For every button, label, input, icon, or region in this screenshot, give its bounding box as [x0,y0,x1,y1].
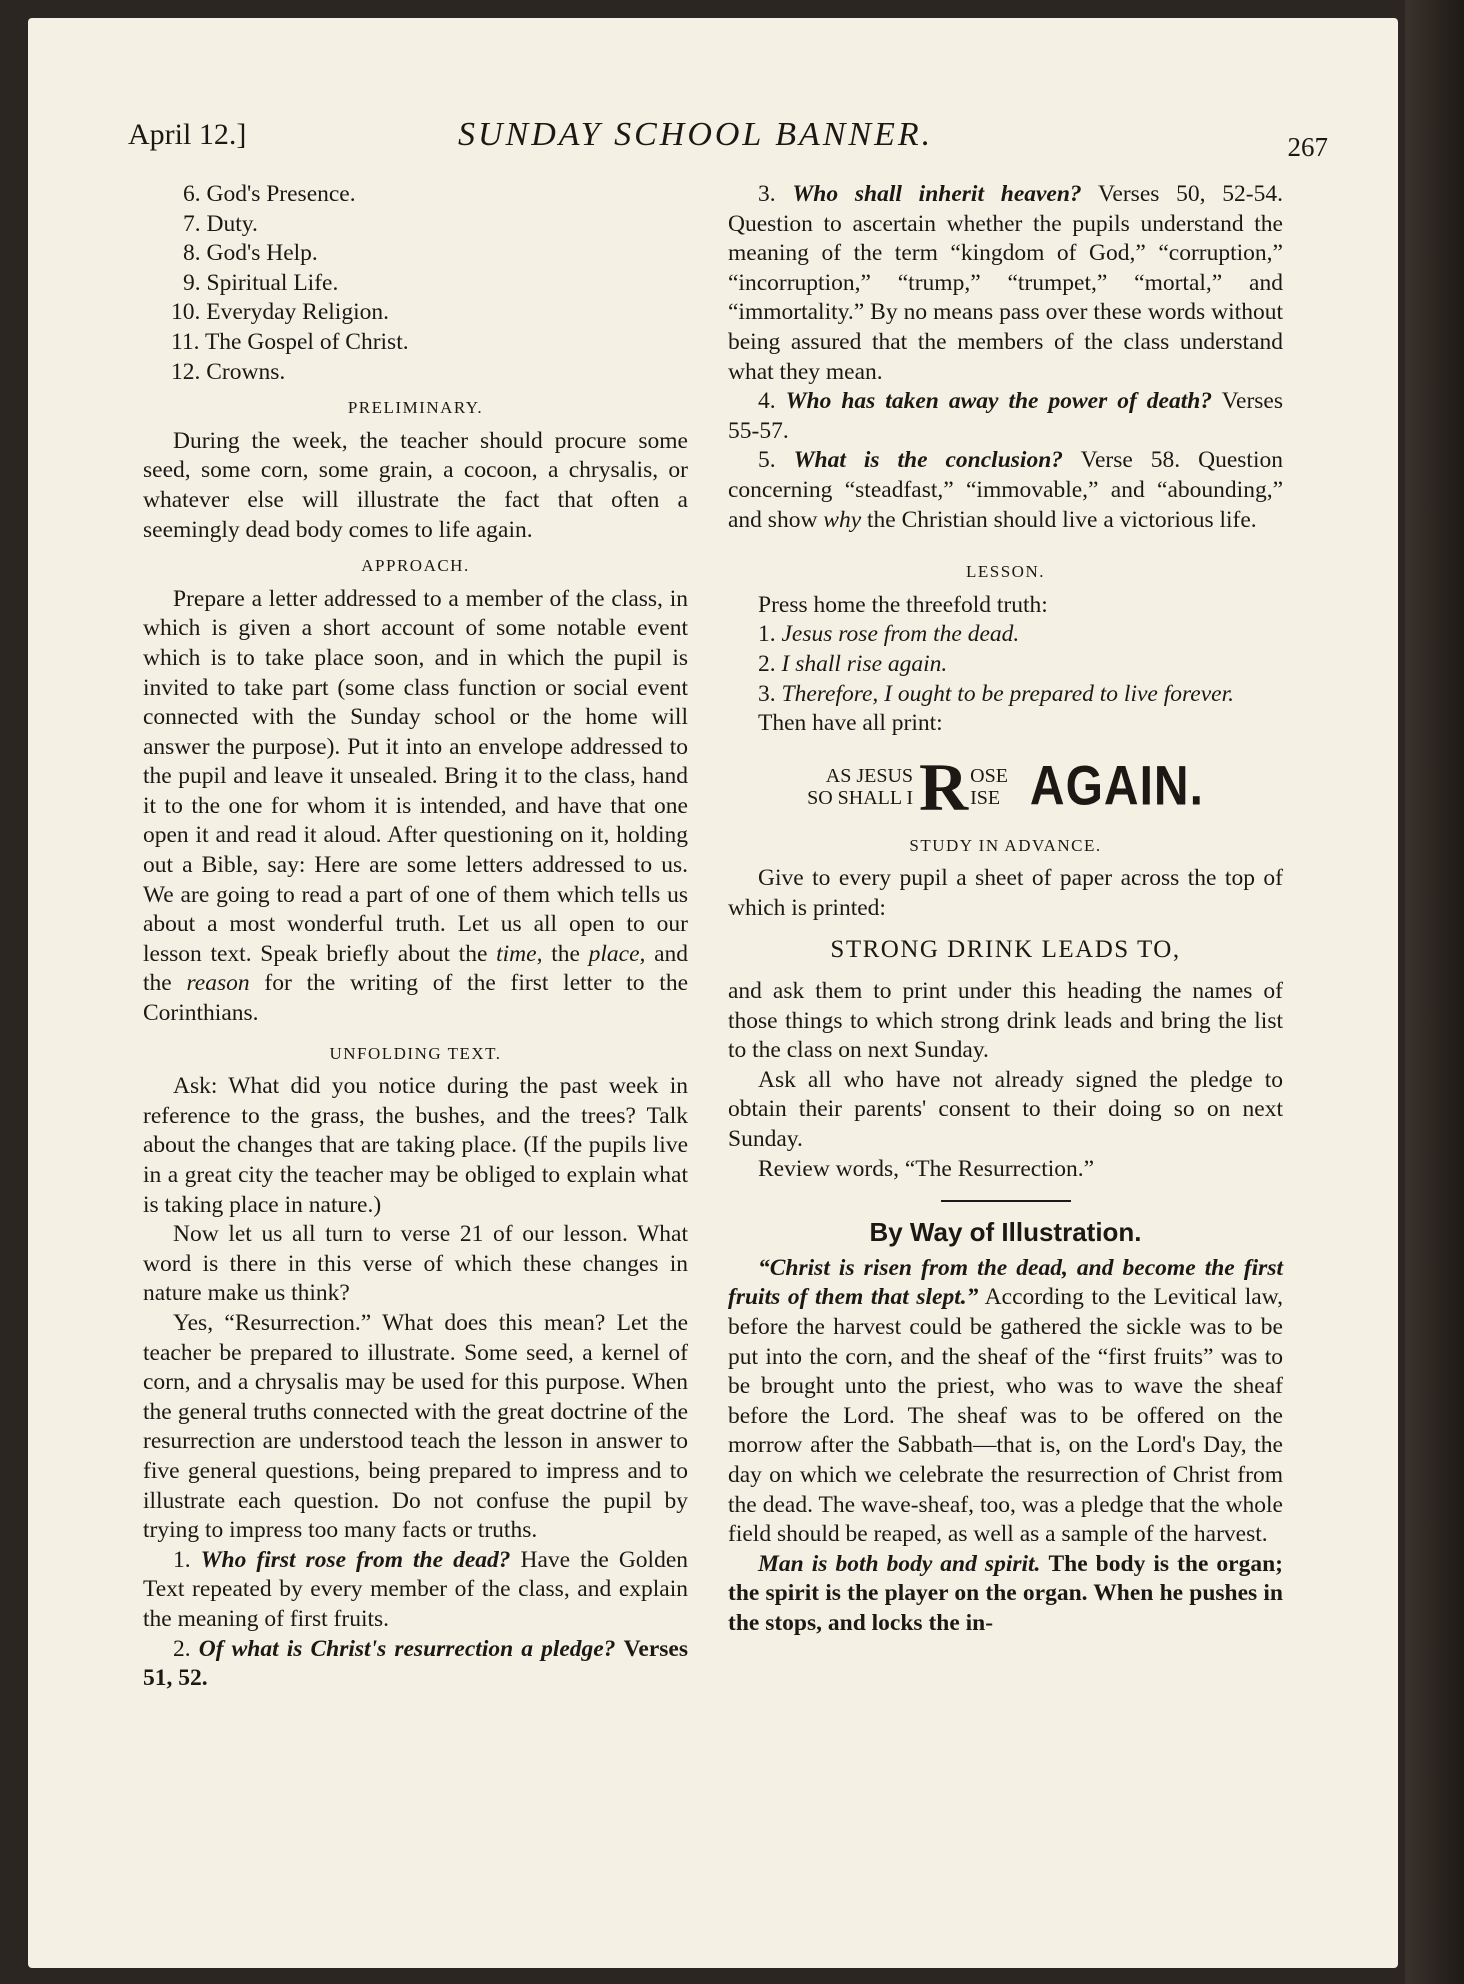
illustration-paragraph-1: “Christ is risen from the dead, and become the first fruits of them that slept.” According to the Levitical law, before the harvest could be gathered the sickle was to be put into the corn, and the sheaf of the “first fruits” was to be brought unto the priest, who was to wave the sheaf before the Lord. The sheaf was to be offered on the morrow after the Sabbath—that is, on the Lord's Day, the day on which we celebrate the resurrection of Christ from the dead. The wave-sheaf, too, was a pledge that the whole field should be reaped, as well as a sample of the harvest. [728,1254,1283,1548]
illustration-heading: By Way of Illustration. [869,1217,1142,1248]
unfolding-paragraph-3: Yes, “Resurrection.” What does this mean? Let the teacher be prepared to illustrate. Some seed, a kernel of corn, and a chrysalis may be used for this purpose. When the general truths connected with the great doctrine of the resurrection are understood teach the lesson in answer to five general questions, being prepared to impress and to illustrate each question. Do not confuse the pupil by trying to impress too many facts or truths. [143,1309,688,1544]
section-divider [941,1200,1071,1202]
unfolding-heading: UNFOLDING TEXT. [329,1043,502,1063]
question-2: 2. Of what is Christ's resurrection a pledge? Verses 51, 52. [143,1635,688,1692]
topic-item: 10. Everyday Religion. [171,299,389,326]
strong-drink-heading: STRONG DRINK LEADS TO, [830,936,1181,964]
question-5: 5. What is the conclusion? Verse 58. Question concerning “steadfast,” “immovable,” and “abounding,” and show why the Christian should live a victorious life. [728,447,1283,533]
motto-big-r: R [919,748,969,825]
topic-item: 7. Duty. [183,210,258,237]
page-number: 267 [1287,132,1328,162]
topic-item: 12. Crowns. [171,358,286,385]
question-4: 4. Who has taken away the power of death? Verses 55-57. [728,388,1283,444]
book-spine [1405,0,1464,1984]
question-1: 1. Who first rose from the dead? Have the Golden Text repeated by every member of the class, and explain the meaning of first fruits. [143,1546,689,1632]
page [28,18,1398,1968]
study-paragraph: Give to every pupil a sheet of paper across the top of which is printed: [728,865,1283,921]
header-title: SUNDAY SCHOOL BANNER. [458,116,934,153]
preliminary-heading: PRELIMINARY. [347,398,484,418]
topic-item: 9. Spiritual Life. [183,269,339,296]
study-paragraph-2: and ask them to print under this heading the names of those things to which strong drink leads and bring the list to the class on next Sunday. [728,978,1283,1064]
header-date: April 12.] [128,118,247,151]
question-3: 3. Who shall inherit heaven? Verses 50, 52-54. Question to ascertain whether the pupils understand the meaning of the term “kingdom of God,” “corruption,” “incorruption,” “trump,” “trumpet,” “mortal,” and “immortality.” By no means pass over these words without being assured that the members of the class understand what they mean. [728,181,1284,385]
truth-1: 1. Jesus rose from the dead. [758,621,1020,648]
preliminary-paragraph: During the week, the teacher should procure some seed, some corn, some grain, a cocoon, a chrysalis, or whatever else will illustrate the fact that often a seemingly dead body comes to life again. [143,427,688,543]
unfolding-paragraph-2: Now let us all turn to verse 21 of our lesson. What word is there in this verse of which these changes in nature make us think? [143,1221,688,1307]
motto-suffixes: OSE ISE [970,764,1008,809]
motto-banner [728,748,1283,825]
motto-again: AGAIN. [1029,755,1204,817]
left-column [143,180,688,1694]
print-intro: Then have all print: [758,710,943,737]
truth-2: 2. I shall rise again. [758,650,948,677]
illustration-paragraph-2: Man is both body and spirit. The body is the organ; the spirit is the player on the organ. When he pushes in the stops, and locks the in- [728,1550,1284,1636]
topic-item: 11. The Gospel of Christ. [171,328,409,355]
topic-item: 8. God's Help. [183,240,318,267]
motto-left: AS JESUS SO SHALL I [807,764,914,809]
lesson-heading: LESSON. [966,562,1045,582]
study-paragraph-4: Review words, “The Resurrection.” [758,1155,1095,1182]
right-column [728,180,1283,1639]
approach-paragraph: Prepare a letter addressed to a member of the class, in which is given a short account of some notable event which is to take place soon, and in which the pupil is invited to take part (some class function or social event connected with the Sunday school or the home will answer the purpose). Put it into an envelope addressed to the pupil and leave it unsealed. Bring it to the class, hand it to the one for whom it is intended, and have that one open it and read it aloud. After questioning on it, holding out a Bible, say: Here are some letters addressed to us. We are going to read a part of one of them which tells us about a most wonderful truth. Let us all open to our lesson text. Speak briefly about the time, the place, and the reason for the writing of the first letter to the Corinthians. [143,585,689,1027]
unfolding-paragraph-1: Ask: What did you notice during the past week in reference to the grass, the bushes, and the trees? Talk about the changes that are taking place. (If the pupils live in a great city the teacher may be obliged to explain what is taking place in nature.) [143,1073,688,1218]
truth-3: 3. Therefore, I ought to be prepared to live forever. [758,680,1234,707]
study-heading: STUDY IN ADVANCE. [909,835,1102,855]
study-paragraph-3: Ask all who have not already signed the pledge to obtain their parents' consent to their doing so on next Sunday. [728,1066,1283,1153]
lesson-intro: Press home the threefold truth: [758,591,1048,618]
topic-list [143,180,688,387]
running-header [128,116,1328,168]
approach-heading: APPROACH. [361,556,470,576]
topic-item: 6. God's Presence. [183,181,356,207]
